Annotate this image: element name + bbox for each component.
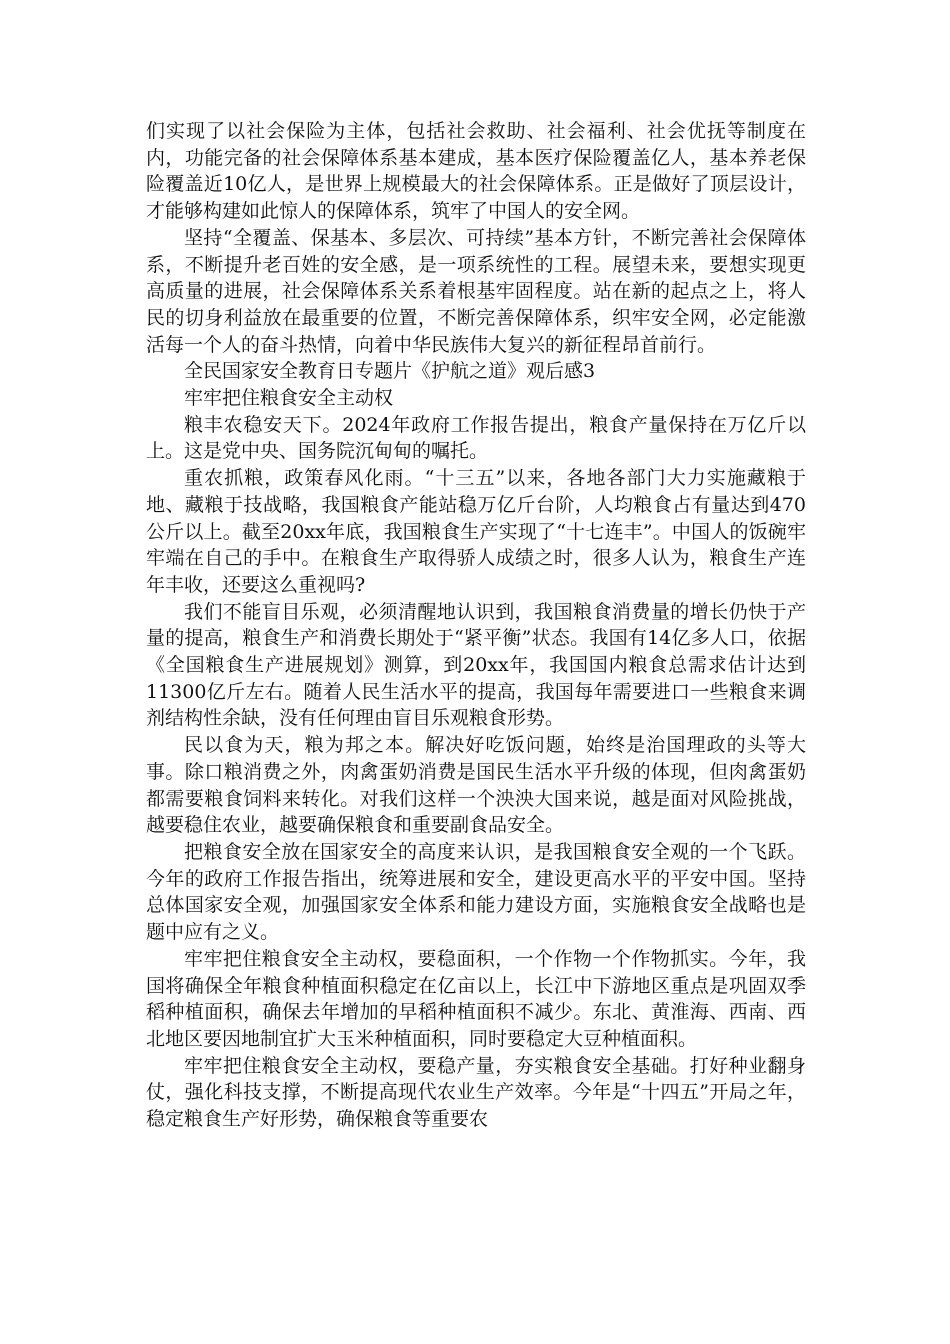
paragraph-food-priority: 民以食为天，粮为邦之本。解决好吃饭问题，始终是治国理政的头等大事。除口粮消费之外，肉禽蛋奶消费是国民生活水平升级的体现，但肉禽蛋奶都需要粮食饲料来转化。对我们这样一个泱泱大国来说，越是面对风险挑战，越要稳住农业，越要确保粮食和重要副食品安全。 [146,734,806,837]
paragraph-social-security-outlook: 坚持“全覆盖、保基本、多层次、可持续”基本方针，不断完善社会保障体系，不断提升老百姓的安全感，是一项系统性的工程。展望未来，要想实现更高质量的进展，社会保障体系关系着根基牢固程度。站在新的起点之上，将人民的切身利益放在最重要的位置，不断完善保障体系，织牢安全网，必定能激活每一个人的奋斗热情，向着中华民族伟大复兴的新征程昂首前行。 [146,226,806,356]
article-heading: 牢牢把住粮食安全主动权 [184,387,394,410]
paragraph-grain-balance: 我们不能盲目乐观，必须清醒地认识到，我国粮食消费量的增长仍快于产量的提高，粮食生产和消费长期处于“紧平衡”状态。我国有14亿多人口，依据《全国粮食生产进展规划》测算，到20xx年，我国国内粮食总需求估计达到11300亿斤左右。随着人民生活水平的提高，我国每年需要进口一些粮食来调剂结构性余缺，没有任何理由盲目乐观粮食形势。 [146,600,806,730]
section-title: 全民国家安全教育日专题片《护航之道》观后感3 [184,360,596,383]
paragraph-grain-policy: 重农抓粮，政策春风化雨。“十三五”以来，各地各部门大力实施藏粮于地、藏粮于技战略，我国粮食产能站稳万亿斤台阶，人均粮食占有量达到470公斤以上。截至20xx年底，我国粮食生产实现了“十七连丰”。中国人的饭碗牢牢端在自己的手中。在粮食生产取得骄人成绩之时，很多人认为，粮食生产连年丰收，还要这么重视吗? [146,467,806,596]
paragraph-stable-area: 牢牢把住粮食安全主动权，要稳面积，一个作物一个作物抓实。今年，我国将确保全年粮食种植面积稳定在亿亩以上，长江中下游地区重点是巩固双季稻种植面积，确保去年增加的早稻种植面积不减少。东北、黄淮海、西南、西北地区要因地制宜扩大玉米种植面积，同时要稳定大豆种植面积。 [146,947,806,1050]
paragraph-national-security: 把粮食安全放在国家安全的高度来认识，是我国粮食安全观的一个飞跃。今年的政府工作报告指出，统筹进展和安全，建设更高水平的平安中国。坚持总体国家安全观，加强国家安全体系和能力建设方面，实施粮食安全战略也是题中应有之义。 [146,840,806,944]
document-page [146,118,806,1133]
paragraph-social-security-intro: 们实现了以社会保险为主体，包括社会救助、社会福利、社会优抚等制度在内，功能完备的社会保障体系基本建成，基本医疗保险覆盖亿人，基本养老保险覆盖近10亿人，是世界上规模最大的社会保障体系。正是做好了顶层设计，才能够构建如此惊人的保障体系，筑牢了中国人的安全网。 [146,120,806,223]
paragraph-grain-lead: 粮丰农稳安天下。2024年政府工作报告提出，粮食产量保持在万亿斤以上。这是党中央、国务院沉甸甸的嘱托。 [146,413,806,463]
paragraph-stable-output: 牢牢把住粮食安全主动权，要稳产量，夯实粮食安全基础。打好种业翻身仗，强化科技支撑，不断提高现代农业生产效率。今年是“十四五”开局之年，稳定粮食生产好形势，确保粮食等重要农 [146,1054,806,1131]
